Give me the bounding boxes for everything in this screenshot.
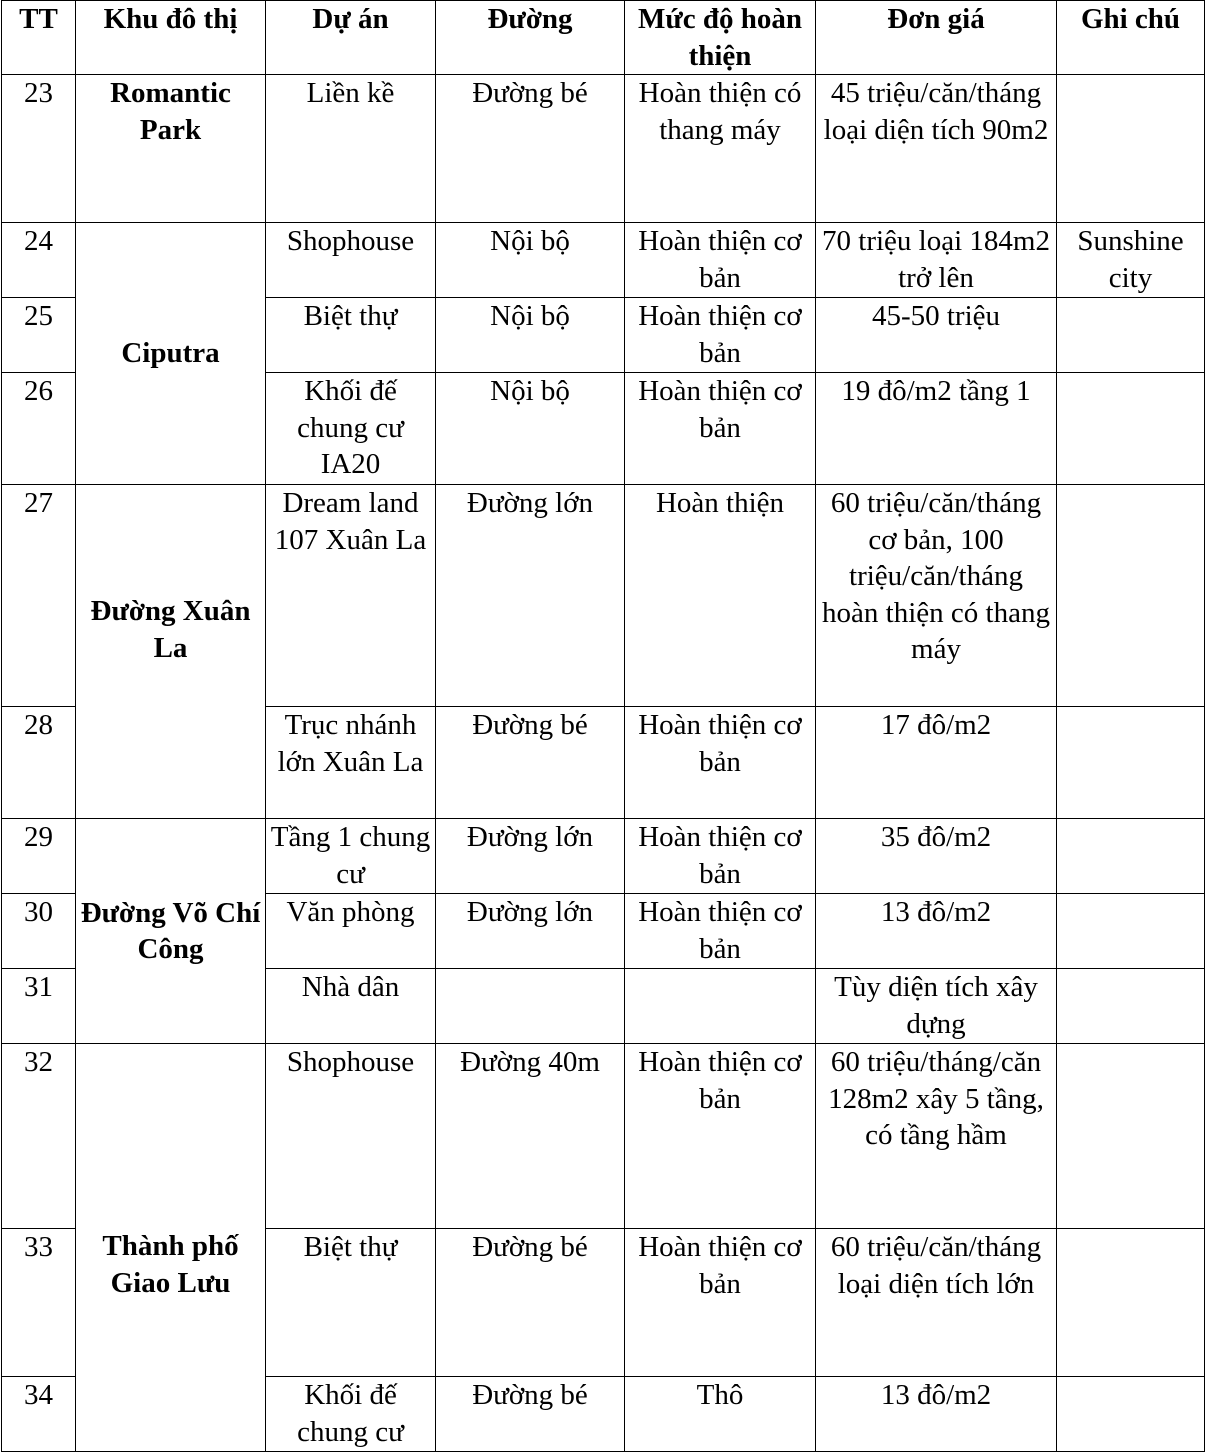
cell-tt: 33 bbox=[2, 1229, 76, 1377]
cell-don-gia: 45-50 triệu bbox=[816, 298, 1057, 373]
cell-muc-do: Hoàn thiện cơ bản bbox=[625, 894, 816, 969]
cell-duong bbox=[436, 969, 625, 1044]
cell-muc-do: Hoàn thiện có thang máy bbox=[625, 75, 816, 223]
cell-duong: Nội bộ bbox=[436, 223, 625, 298]
cell-tt: 28 bbox=[2, 707, 76, 819]
cell-khu-do-thi: Romantic Park bbox=[76, 75, 266, 223]
cell-don-gia: 60 triệu/tháng/căn 128m2 xây 5 tầng, có tầng hầm bbox=[816, 1044, 1057, 1229]
table-row bbox=[2, 1044, 1205, 1229]
cell-du-an: Shophouse bbox=[266, 223, 436, 298]
cell-muc-do: Hoàn thiện cơ bản bbox=[625, 1229, 816, 1377]
cell-duong: Đường bé bbox=[436, 1229, 625, 1377]
cell-duong: Đường bé bbox=[436, 75, 625, 223]
cell-duong: Đường lớn bbox=[436, 819, 625, 894]
cell-du-an: Tầng 1 chung cư bbox=[266, 819, 436, 894]
cell-ghi-chu bbox=[1057, 485, 1205, 707]
cell-muc-do: Thô bbox=[625, 1377, 816, 1452]
cell-khu-do-thi: Đường Võ Chí Công bbox=[76, 819, 266, 1044]
cell-du-an: Liền kề bbox=[266, 75, 436, 223]
cell-tt: 29 bbox=[2, 819, 76, 894]
cell-du-an: Khối đế chung cư IA20 bbox=[266, 373, 436, 485]
cell-tt: 27 bbox=[2, 485, 76, 707]
header-ghi-chu: Ghi chú bbox=[1057, 1, 1205, 75]
cell-du-an: Biệt thự bbox=[266, 1229, 436, 1377]
cell-don-gia: 60 triệu/căn/tháng loại diện tích lớn bbox=[816, 1229, 1057, 1377]
cell-ghi-chu bbox=[1057, 894, 1205, 969]
cell-muc-do: Hoàn thiện cơ bản bbox=[625, 223, 816, 298]
cell-du-an: Văn phòng bbox=[266, 894, 436, 969]
table-row bbox=[2, 75, 1205, 223]
cell-ghi-chu bbox=[1057, 969, 1205, 1044]
cell-duong: Đường lớn bbox=[436, 894, 625, 969]
cell-khu-do-thi: Ciputra bbox=[76, 223, 266, 485]
cell-don-gia: 35 đô/m2 bbox=[816, 819, 1057, 894]
cell-muc-do: Hoàn thiện cơ bản bbox=[625, 819, 816, 894]
cell-don-gia: 70 triệu loại 184m2 trở lên bbox=[816, 223, 1057, 298]
price-table bbox=[1, 0, 1205, 1452]
cell-du-an: Khối đế chung cư bbox=[266, 1377, 436, 1452]
header-du-an: Dự án bbox=[266, 1, 436, 75]
cell-du-an: Shophouse bbox=[266, 1044, 436, 1229]
cell-don-gia: 13 đô/m2 bbox=[816, 1377, 1057, 1452]
cell-du-an: Biệt thự bbox=[266, 298, 436, 373]
header-khu-do-thi: Khu đô thị bbox=[76, 1, 266, 75]
cell-du-an: Dream land 107 Xuân La bbox=[266, 485, 436, 707]
cell-muc-do: Hoàn thiện bbox=[625, 485, 816, 707]
cell-duong: Đường bé bbox=[436, 707, 625, 819]
cell-duong: Đường 40m bbox=[436, 1044, 625, 1229]
cell-khu-do-thi: Thành phố Giao Lưu bbox=[76, 1044, 266, 1452]
cell-duong: Đường bé bbox=[436, 1377, 625, 1452]
header-don-gia: Đơn giá bbox=[816, 1, 1057, 75]
cell-tt: 34 bbox=[2, 1377, 76, 1452]
header-tt: TT bbox=[2, 1, 76, 75]
cell-du-an: Nhà dân bbox=[266, 969, 436, 1044]
cell-tt: 31 bbox=[2, 969, 76, 1044]
cell-ghi-chu bbox=[1057, 1377, 1205, 1452]
cell-tt: 23 bbox=[2, 75, 76, 223]
cell-du-an: Trục nhánh lớn Xuân La bbox=[266, 707, 436, 819]
header-duong: Đường bbox=[436, 1, 625, 75]
cell-don-gia: 17 đô/m2 bbox=[816, 707, 1057, 819]
cell-don-gia: 13 đô/m2 bbox=[816, 894, 1057, 969]
cell-ghi-chu: Sunshine city bbox=[1057, 223, 1205, 298]
cell-don-gia: 60 triệu/căn/tháng cơ bản, 100 triệu/căn/tháng hoàn thiện có thang máy bbox=[816, 485, 1057, 707]
cell-ghi-chu bbox=[1057, 1044, 1205, 1229]
cell-muc-do: Hoàn thiện cơ bản bbox=[625, 373, 816, 485]
cell-ghi-chu bbox=[1057, 1229, 1205, 1377]
cell-muc-do: Hoàn thiện cơ bản bbox=[625, 707, 816, 819]
cell-duong: Nội bộ bbox=[436, 373, 625, 485]
cell-don-gia: Tùy diện tích xây dựng bbox=[816, 969, 1057, 1044]
cell-tt: 25 bbox=[2, 298, 76, 373]
cell-ghi-chu bbox=[1057, 707, 1205, 819]
table-row bbox=[2, 223, 1205, 298]
table-row bbox=[2, 485, 1205, 707]
cell-duong: Đường lớn bbox=[436, 485, 625, 707]
cell-tt: 26 bbox=[2, 373, 76, 485]
cell-ghi-chu bbox=[1057, 298, 1205, 373]
cell-tt: 32 bbox=[2, 1044, 76, 1229]
cell-khu-do-thi: Đường Xuân La bbox=[76, 485, 266, 819]
cell-muc-do: Hoàn thiện cơ bản bbox=[625, 298, 816, 373]
header-row bbox=[2, 1, 1205, 75]
cell-muc-do bbox=[625, 969, 816, 1044]
cell-tt: 30 bbox=[2, 894, 76, 969]
cell-duong: Nội bộ bbox=[436, 298, 625, 373]
cell-tt: 24 bbox=[2, 223, 76, 298]
cell-don-gia: 45 triệu/căn/tháng loại diện tích 90m2 bbox=[816, 75, 1057, 223]
cell-ghi-chu bbox=[1057, 373, 1205, 485]
cell-ghi-chu bbox=[1057, 819, 1205, 894]
cell-muc-do: Hoàn thiện cơ bản bbox=[625, 1044, 816, 1229]
table-row bbox=[2, 819, 1205, 894]
cell-don-gia: 19 đô/m2 tầng 1 bbox=[816, 373, 1057, 485]
cell-ghi-chu bbox=[1057, 75, 1205, 223]
header-muc-do: Mức độ hoàn thiện bbox=[625, 1, 816, 75]
